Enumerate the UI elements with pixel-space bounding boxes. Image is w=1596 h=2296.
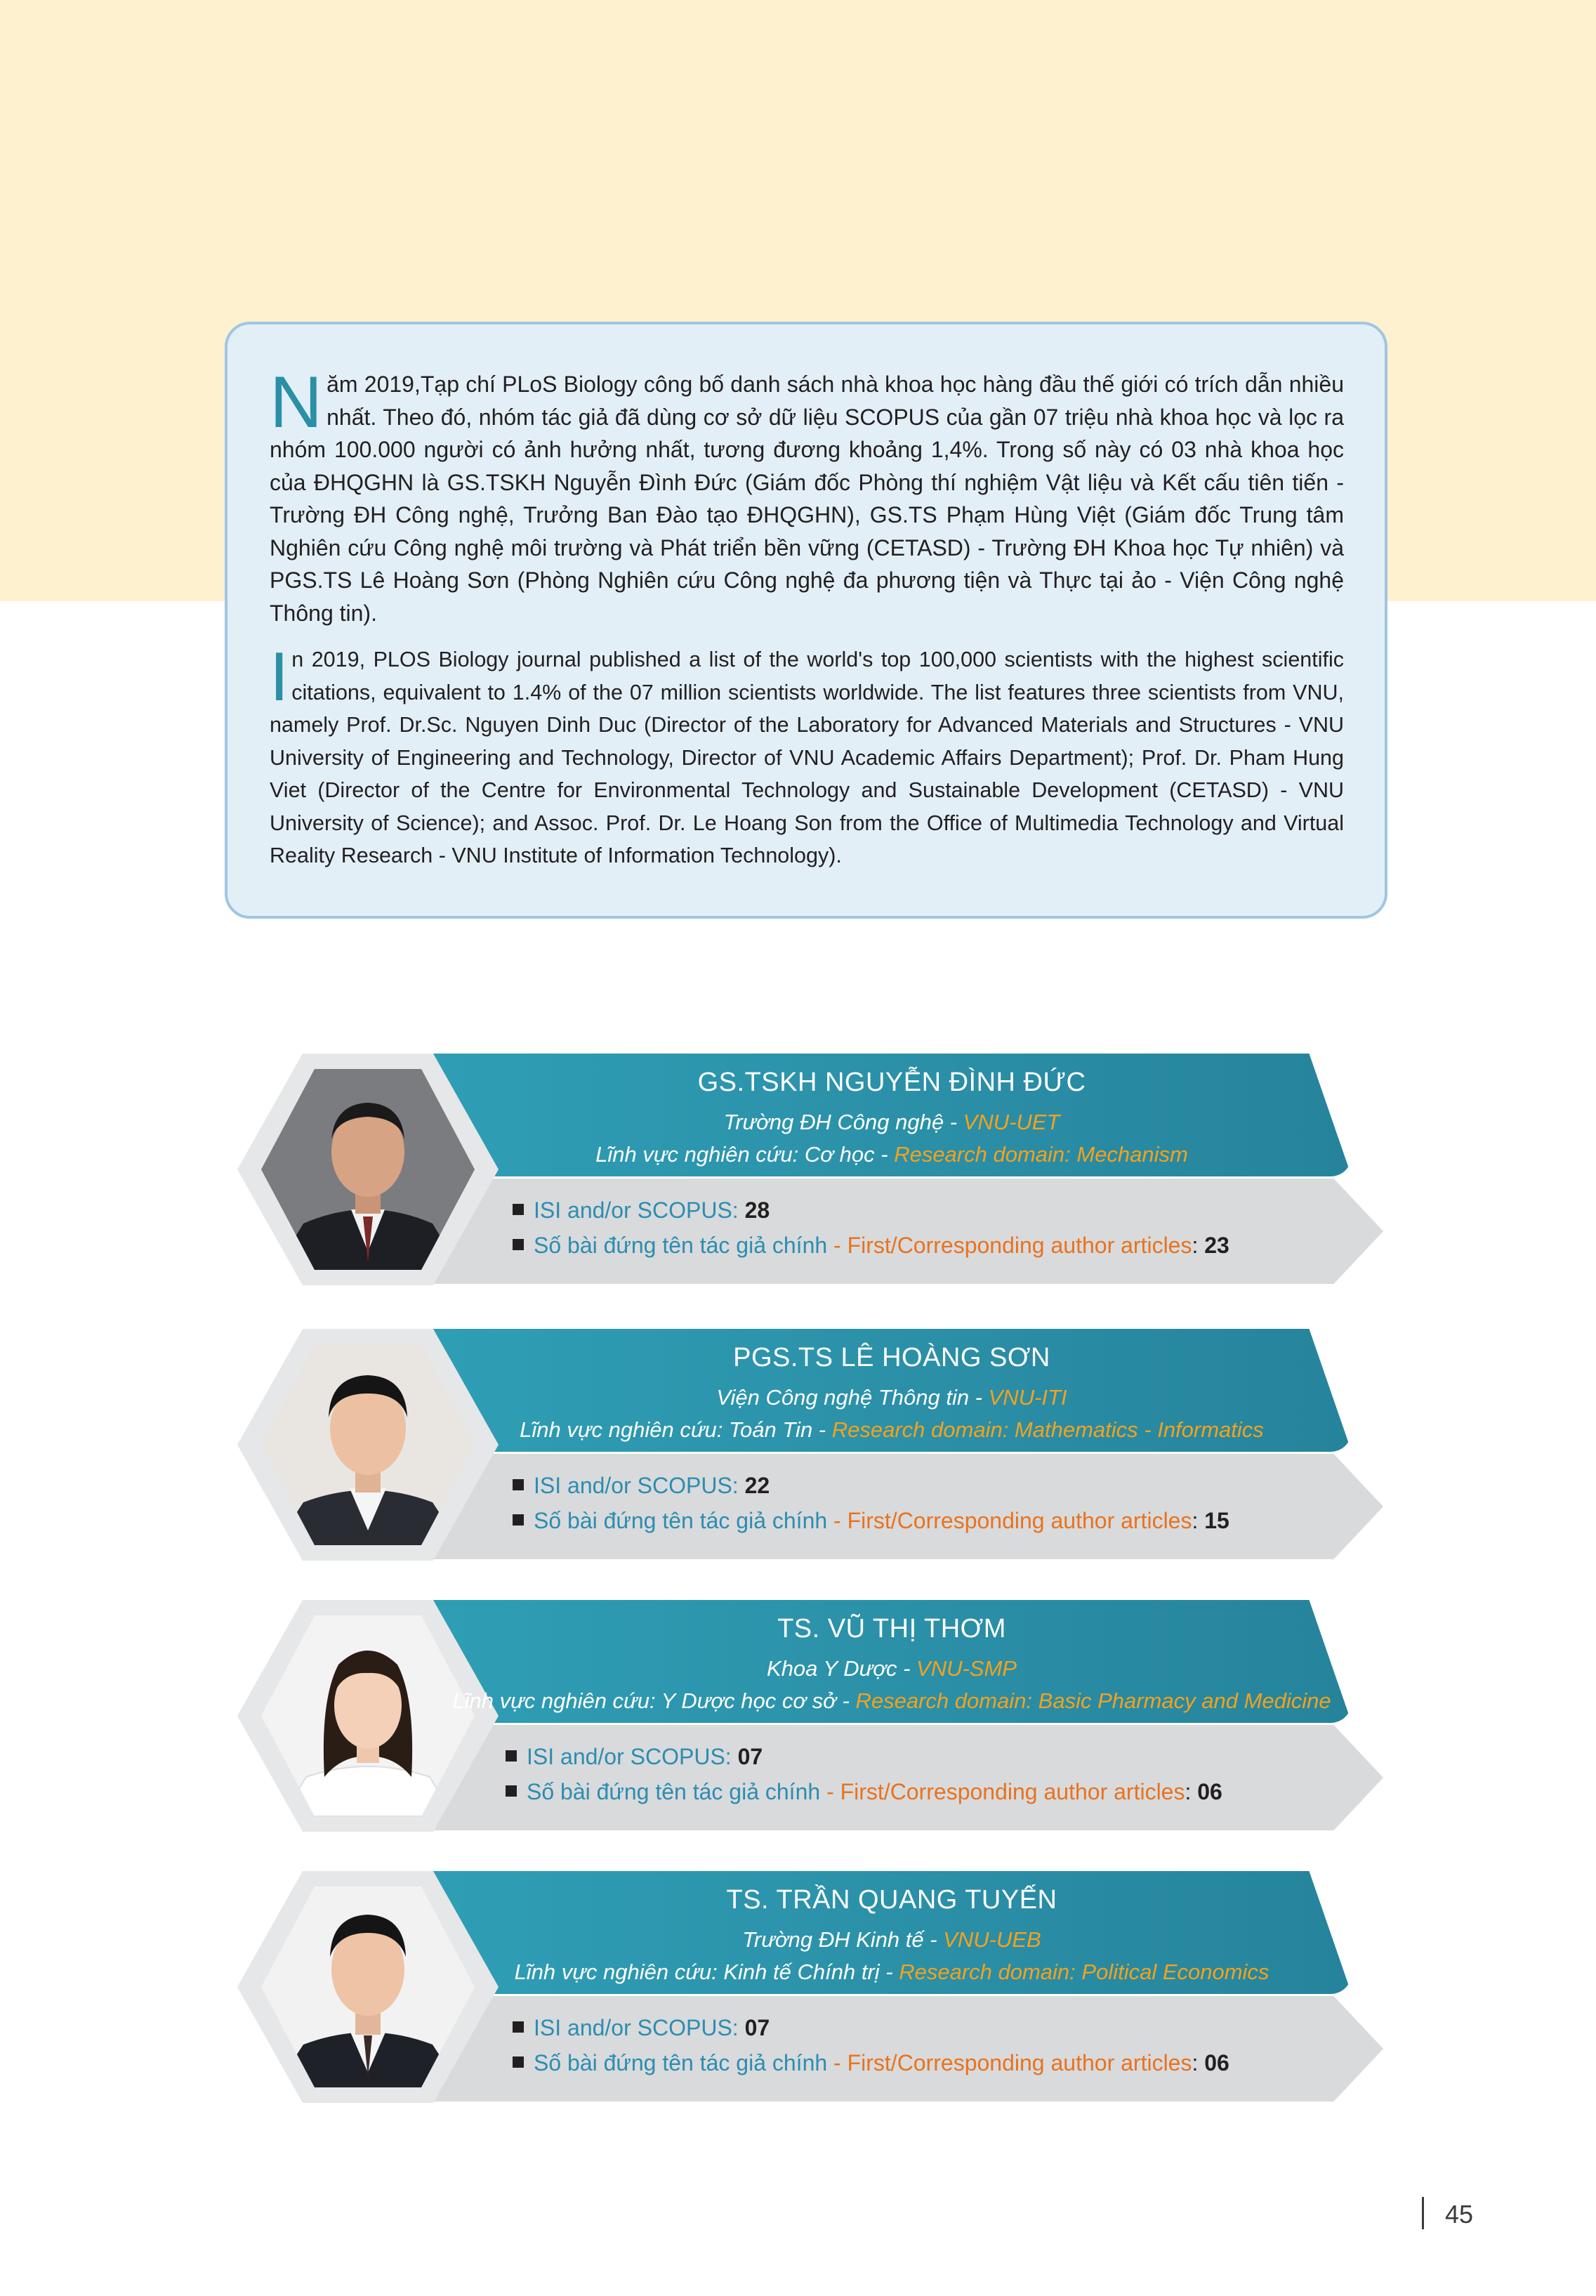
isi-value: 07 xyxy=(737,1744,763,1769)
first-author-stat: Số bài đứng tên tác giả chính - First/Corresponding author articles: 23 xyxy=(513,1233,1229,1259)
intro-english-paragraph xyxy=(270,638,1344,872)
intro-vietnamese-paragraph xyxy=(270,362,1344,629)
unit-en: VNU-SMP xyxy=(916,1656,1017,1681)
profile-unit xyxy=(407,1385,1376,1410)
unit-vi: Trường ĐH Công nghệ - xyxy=(723,1110,963,1134)
profile-domain xyxy=(407,1688,1376,1714)
first-author-stat: Số bài đứng tên tác giả chính - First/Corresponding author articles: 15 xyxy=(513,1508,1229,1534)
profile-card xyxy=(0,1054,1596,1299)
page-number-divider xyxy=(1422,2197,1424,2229)
profile-name: TS. VŨ THỊ THƠM xyxy=(777,1614,1006,1644)
profile-domain xyxy=(407,1417,1376,1443)
isi-stat xyxy=(513,1198,770,1224)
profile-card xyxy=(0,1600,1596,1846)
unit-en: VNU-UEB xyxy=(943,1927,1041,1952)
profile-unit xyxy=(407,1110,1376,1135)
profile-unit xyxy=(407,1927,1376,1953)
isi-value: 22 xyxy=(744,1473,770,1498)
first-label-en: - First/Corresponding author articles xyxy=(827,2050,1192,2075)
profile-name: PGS.TS LÊ HOÀNG SƠN xyxy=(733,1343,1050,1372)
first-author-stat: Số bài đứng tên tác giả chính - First/Corresponding author articles: 06 xyxy=(513,2050,1229,2076)
first-value: 06 xyxy=(1204,2050,1229,2075)
isi-value: 28 xyxy=(744,1198,770,1223)
bullet-icon xyxy=(513,2021,524,2033)
first-label-en: - First/Corresponding author articles xyxy=(827,1233,1192,1258)
isi-stat xyxy=(513,1473,770,1499)
first-label-en: - First/Corresponding author articles xyxy=(827,1508,1192,1533)
unit-en: VNU-ITI xyxy=(988,1385,1067,1410)
bullet-icon xyxy=(513,1239,524,1250)
profile-domain xyxy=(407,1960,1376,1985)
isi-label: ISI and/or SCOPUS: xyxy=(534,2015,745,2040)
first-label-vi: Số bài đứng tên tác giả chính xyxy=(527,1779,821,1804)
isi-stat xyxy=(506,1744,763,1770)
unit-vi: Trường ĐH Kinh tế - xyxy=(742,1927,944,1952)
bullet-icon xyxy=(513,1204,524,1215)
stats-band xyxy=(393,1996,1383,2101)
domain-vi: Lĩnh vực nghiên cứu: Cơ học - xyxy=(595,1142,895,1167)
profile-name: GS.TSKH NGUYỄN ĐÌNH ĐỨC xyxy=(697,1068,1086,1097)
isi-value: 07 xyxy=(744,2015,770,2040)
isi-label: ISI and/or SCOPUS: xyxy=(534,1473,745,1498)
isi-label: ISI and/or SCOPUS: xyxy=(527,1744,738,1769)
isi-stat xyxy=(513,2015,770,2041)
domain-en: Research domain: Basic Pharmacy and Medicine xyxy=(855,1688,1331,1713)
profile-card xyxy=(0,1329,1596,1575)
unit-vi: Viện Công nghệ Thông tin - xyxy=(716,1385,989,1410)
bullet-icon xyxy=(513,1479,524,1490)
domain-vi: Lĩnh vực nghiên cứu: Y Dược học cơ sở - xyxy=(452,1688,856,1713)
stats-band xyxy=(393,1454,1383,1559)
first-label-vi: Số bài đứng tên tác giả chính xyxy=(534,2050,828,2075)
first-label-en: - First/Corresponding author articles xyxy=(820,1779,1185,1804)
first-label-vi: Số bài đứng tên tác giả chính xyxy=(534,1508,828,1533)
page-number: 45 xyxy=(1445,2200,1474,2229)
vi-dropcap: N xyxy=(270,362,323,443)
first-author-stat: Số bài đứng tên tác giả chính - First/Corresponding author articles: 06 xyxy=(506,1779,1222,1805)
profile-domain xyxy=(407,1142,1376,1167)
profile-card xyxy=(0,1871,1596,2117)
bullet-icon xyxy=(506,1750,517,1762)
domain-en: Research domain: Mechanism xyxy=(894,1142,1188,1167)
vi-text: ăm 2019,Tạp chí PLoS Biology công bố danh sách nhà khoa học hàng đầu thế giới có trích dẫn nhiều nhất. Theo đó, nhóm tác giả đã dùng cơ sở dữ liệu SCOPUS của gần 07 triệu nhà khoa học và lọc ra nhóm 100.000 người có ảnh hưởng nhất, tương đương khoảng 1,4%. Trong số này có 03 nhà khoa học của ĐHQGHN là GS.TSKH Nguyễn Đình Đức (Giám đốc Phòng thí nghiệm Vật liệu và Kết cấu tiên tiến - Trường ĐH Công nghệ, Trưởng Ban Đào tạo ĐHQGHN), GS.TS Phạm Hùng Việt (Giám đốc Trung tâm Nghiên cứu Công nghệ môi trường và Phát triển bền vững (CETASD) - Trường ĐH Khoa học Tự nhiên) và PGS.TS Lê Hoàng Sơn (Phòng Nghiên cứu Công nghệ đa phương tiện và Thực tại ảo - Viện Công nghệ Thông tin). xyxy=(270,372,1344,626)
bullet-icon xyxy=(513,2056,524,2068)
first-value: 06 xyxy=(1197,1779,1222,1804)
isi-label: ISI and/or SCOPUS: xyxy=(534,1198,745,1223)
intro-box xyxy=(225,322,1387,919)
unit-en: VNU-UET xyxy=(963,1110,1060,1134)
domain-en: Research domain: Political Economics xyxy=(899,1960,1269,1984)
en-dropcap: I xyxy=(270,638,289,715)
profile-name: TS. TRẦN QUANG TUYẾN xyxy=(726,1885,1057,1915)
domain-vi: Lĩnh vực nghiên cứu: Kinh tế Chính trị - xyxy=(514,1960,899,1984)
first-value: 23 xyxy=(1204,1233,1229,1258)
stats-band xyxy=(393,1179,1383,1284)
stats-band xyxy=(393,1725,1383,1830)
first-label-vi: Số bài đứng tên tác giả chính xyxy=(534,1233,828,1258)
domain-vi: Lĩnh vực nghiên cứu: Toán Tin - xyxy=(520,1417,832,1442)
en-text: n 2019, PLOS Biology journal published a list of the world's top 100,000 scientists with the highest scientific citations, equivalent to 1.4% of the 07 million scientists worldwide. The list features three scientists from VNU, namely Prof. Dr.Sc. Nguyen Dinh Duc (Director of the Laboratory for Advanced Materials and Structures - VNU University of Engineering and Technology, Director of VNU Academic Affairs Department); Prof. Dr. Pham Hung Viet (Director of the Centre for Environmental Technology and Sustainable Development (CETASD) - VNU University of Science); and Assoc. Prof. Dr. Le Hoang Son from the Office of Multimedia Technology and Virtual Reality Research - VNU Institute of Information Technology). xyxy=(270,648,1344,867)
first-value: 15 xyxy=(1204,1508,1229,1533)
profile-unit xyxy=(407,1656,1376,1681)
unit-vi: Khoa Y Dược - xyxy=(767,1656,917,1681)
bullet-icon xyxy=(506,1785,517,1797)
domain-en: Research domain: Mathematics - Informatics xyxy=(831,1417,1264,1442)
bullet-icon xyxy=(513,1514,524,1526)
